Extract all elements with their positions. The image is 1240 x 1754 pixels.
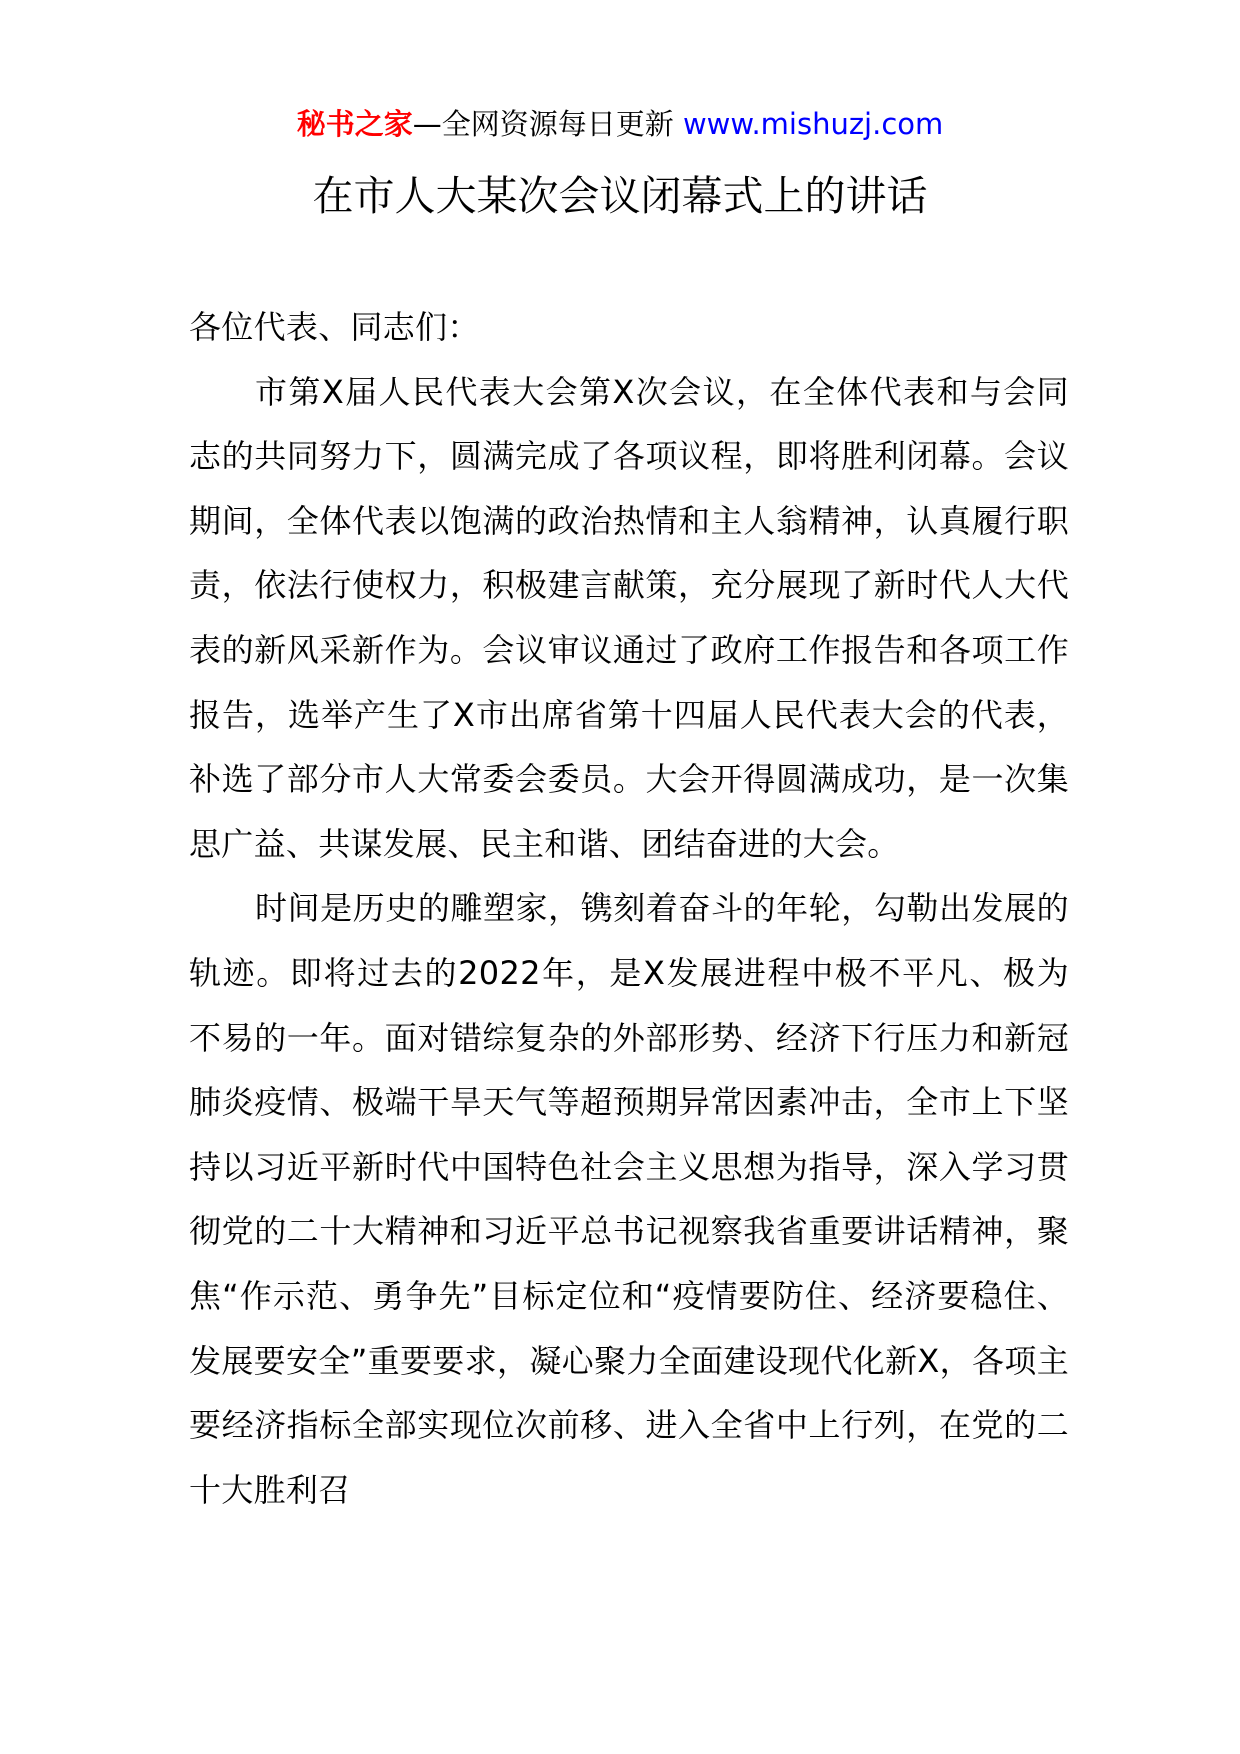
paragraph-2: 时间是历史的雕塑家，镌刻着奋斗的年轮，勾勒出发展的轨迹。即将过去的2022年，是X发展进程中极不平凡、极为不易的一年。面对错综复杂的外部形势、经济下行压力和新冠肺炎疫情、极端干旱天气等超预期异常因素冲击，全市上下坚持以习近平新时代中国特色社会主义思想为指导，深入学习贯彻党的二十大精神和习近平总书记视察我省重要讲话精神，聚焦“作示范、勇争先”目标定位和“疫情要防住、经济要稳住、发展要安全”重要要求，凝心聚力全面建设现代化新X，各项主要经济指标全部实现位次前移、进入全省中上行列，在党的二十大胜利召 [189,889,1069,1509]
site-header-banner [0,104,1240,144]
salutation: 各位代表、同志们： [189,308,480,346]
brand-name: 秘书之家 [296,107,413,141]
paragraph-1: 市第X届人民代表大会第X次会议，在全体代表和与会同志的共同努力下，圆满完成了各项议程，即将胜利闭幕。会议期间，全体代表以饱满的政治热情和主人翁精神，认真履行职责，依法行使权力，积极建言献策，充分展现了新时代人大代表的新风采新作为。会议审议通过了政府工作报告和各项工作报告，选举产生了X市出席省第十四届人民代表大会的代表，补选了部分市人大常委会委员。大会开得圆满成功，是一次集思广益、共谋发展、民主和谐、团结奋进的大会。 [189,372,1069,863]
document-title: 在市人大某次会议闭幕式上的讲话 [312,172,928,220]
site-url-link[interactable]: www.mishuzj.com [682,107,944,141]
document-body [189,295,1069,1522]
header-slogan: —全网资源每日更新 [412,107,674,141]
